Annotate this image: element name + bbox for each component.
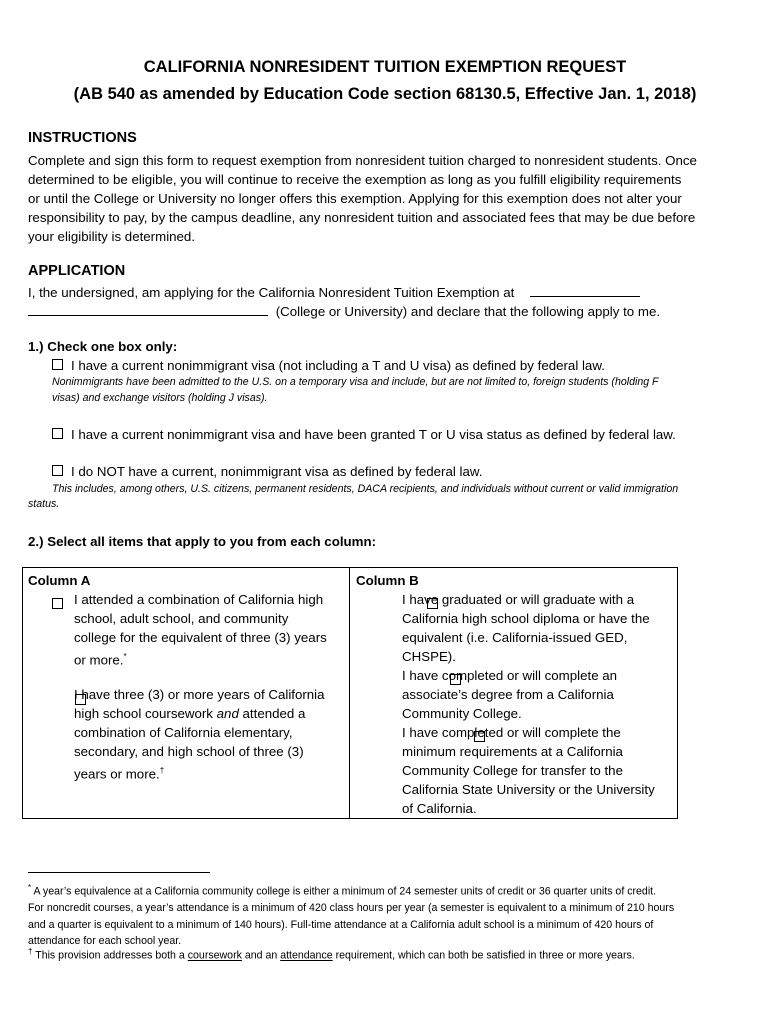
column-b-item3-line: minimum requirements at a California bbox=[402, 744, 623, 759]
footnote-1-line: and a quarter is equivalent to a minimum of 140 hours). Full-time attendance at a California adult school is a minimum of 420 hours of bbox=[28, 918, 654, 931]
column-a-item2-line: I have three (3) or more years of California bbox=[74, 687, 325, 702]
column-a-item1-line: I attended a combination of California high bbox=[74, 592, 324, 607]
column-divider bbox=[349, 567, 350, 818]
footnote-1 bbox=[28, 880, 674, 950]
q1-option2 bbox=[52, 425, 676, 444]
q1-option3-checkbox[interactable] bbox=[52, 465, 63, 476]
instructions-line: your eligibility is determined. bbox=[28, 229, 196, 244]
footnote-ref-2: † bbox=[159, 766, 165, 775]
footnote-1-line: attendance for each school year. bbox=[28, 935, 182, 948]
instructions-text bbox=[28, 151, 697, 246]
application-declaration: (College or University) and declare that the following apply to me. bbox=[275, 304, 661, 319]
column-a-item1 bbox=[74, 590, 327, 669]
footnote-1-line: * A year’s equivalence at a California community college is either a minimum of 24 semester units of credit or 36 quarter units of credit. bbox=[28, 883, 657, 898]
column-b-item1-line: equivalent (i.e. California-issued GED, bbox=[402, 630, 628, 645]
column-a-item2-line: years or more.† bbox=[74, 766, 165, 782]
column-a-item1-checkbox[interactable] bbox=[52, 598, 63, 609]
application-heading: APPLICATION bbox=[28, 263, 126, 279]
q1-option3-note-line2: status. bbox=[28, 498, 60, 510]
footnote-1-mark: * bbox=[28, 883, 32, 892]
q1-option3-label: I do NOT have a current, nonimmigrant visa as defined by federal law. bbox=[71, 464, 483, 479]
instructions-line: Complete and sign this form to request exemption from nonresident tuition charged to nonresident students. Once bbox=[28, 153, 697, 168]
q2-heading: 2.) Select all items that apply to you from each column: bbox=[28, 534, 377, 549]
column-b-item3-line: Community College for transfer to the bbox=[402, 763, 623, 778]
column-b-item1-line: CHSPE). bbox=[402, 649, 456, 664]
q1-option3-note-line1: This includes, among others, U.S. citizens, permanent residents, DACA recipients, and individuals without current or valid immigration bbox=[52, 483, 679, 495]
footnote-separator bbox=[28, 872, 210, 873]
application-line1 bbox=[28, 283, 640, 302]
column-b-item3 bbox=[402, 723, 655, 818]
column-b-item2-line: associate’s degree from a California bbox=[402, 687, 614, 702]
footnote-2: † This provision addresses both a coursework and an attendance requirement, which can both be satisfied in three or more years. bbox=[28, 947, 635, 962]
column-a-item1-line: or more.* bbox=[74, 652, 127, 668]
form-title-line1: CALIFORNIA NONRESIDENT TUITION EXEMPTION REQUEST bbox=[143, 58, 627, 76]
instructions-line: responsibility to pay, by the campus deadline, any nonresident tuition and associated fees that may be due before bbox=[28, 210, 696, 225]
q1-option3 bbox=[52, 462, 482, 481]
q1-option1-note-line2: visas) and exchange visitors (holding J visas). bbox=[52, 392, 268, 404]
column-b-item3-line: California State University or the University bbox=[402, 782, 655, 797]
column-a-item2-line: high school coursework and attended a bbox=[74, 706, 306, 721]
instructions-line: determined to be eligible, you will continue to receive the exemption as long as you fulfill eligibility requirements bbox=[28, 172, 682, 187]
column-b-heading: Column B bbox=[356, 573, 419, 588]
instructions-heading: INSTRUCTIONS bbox=[28, 130, 137, 146]
q1-heading: 1.) Check one box only: bbox=[28, 339, 178, 354]
q1-option1-note-line1: Nonimmigrants have been admitted to the U.S. on a temporary visa and include, but are not limited to, foreign students (holding F bbox=[52, 376, 659, 388]
column-b-item3-line: I have completed or will complete the bbox=[402, 725, 621, 740]
application-line2 bbox=[28, 302, 660, 321]
application-statement: I, the undersigned, am applying for the California Nonresident Tuition Exemption at bbox=[28, 285, 515, 300]
column-a-item2-line: secondary, and high school of three (3) bbox=[74, 744, 304, 759]
footnote-1-line: For noncredit courses, a year’s attendance is a minimum of 420 class hours per year (a semester is equivalent to a minimum of 210 hours bbox=[28, 902, 675, 915]
column-a-heading: Column A bbox=[28, 573, 91, 588]
q1-option1-checkbox[interactable] bbox=[52, 359, 63, 370]
college-name-field-part1[interactable] bbox=[530, 296, 640, 297]
column-a-item1-line: college for the equivalent of three (3) years bbox=[74, 630, 327, 645]
college-name-field-part2[interactable] bbox=[28, 315, 268, 316]
column-a-item1-line: school, adult school, and community bbox=[74, 611, 289, 626]
column-b-item2-line: Community College. bbox=[402, 706, 522, 721]
column-a-item2-line: combination of California elementary, bbox=[74, 725, 293, 740]
column-b-item1-line: I have graduated or will graduate with a bbox=[402, 592, 635, 607]
form-title-line2: (AB 540 as amended by Education Code section 68130.5, Effective Jan. 1, 2018) bbox=[73, 85, 697, 103]
q1-option2-label: I have a current nonimmigrant visa and have been granted T or U visa status as defined by federal law. bbox=[71, 427, 676, 442]
column-b-item1 bbox=[402, 590, 650, 666]
column-b-item2-line: I have completed or will complete an bbox=[402, 668, 618, 683]
q1-option2-checkbox[interactable] bbox=[52, 428, 63, 439]
q1-option1-label: I have a current nonimmigrant visa (not including a T and U visa) as defined by federal law. bbox=[71, 358, 605, 373]
column-b-item2 bbox=[402, 666, 617, 723]
q1-option1 bbox=[52, 356, 605, 375]
instructions-line: or until the College or University no longer offers this exemption. Applying for this exemption does not alter your bbox=[28, 191, 682, 206]
footnote-2-mark: † bbox=[28, 947, 33, 956]
column-b-item1-line: California high school diploma or have the bbox=[402, 611, 650, 626]
column-b-item3-line: of California. bbox=[402, 801, 477, 816]
footnote-ref-1: * bbox=[123, 652, 127, 661]
column-a-item2 bbox=[74, 685, 325, 783]
